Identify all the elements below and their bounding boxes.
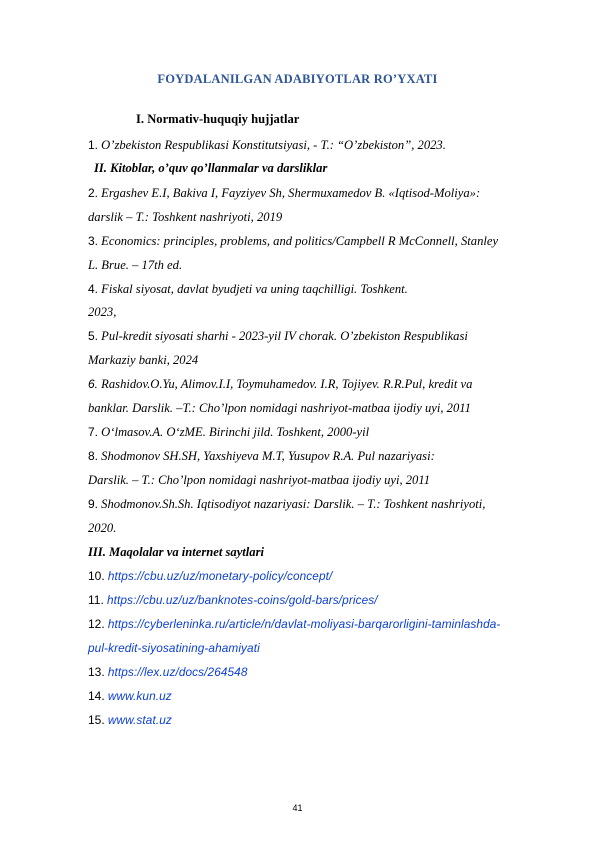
link-cyberleninka-article-continued[interactable]: pul-kredit-siyosatining-ahamiyati [88,641,260,655]
item-number: 15. [88,713,105,727]
section-heading-articles: III. Maqolalar va internet saytlari [88,545,264,559]
item-text-continued: darslik – T.: Toshkent nashriyoti, 2019 [88,210,283,224]
link-lex-uz[interactable]: https://lex.uz/docs/264548 [107,665,248,679]
list-item [88,568,332,584]
list-item [88,281,408,297]
item-text: O‘lmasov.A. O‘zME. Birinchi jild. Toshkent, 2000-yil [101,425,370,439]
item-text: O’zbekiston Respublikasi Konstitutsiyasi, - T.: “O’zbekiston”, 2023. [101,138,446,152]
item-number: 12. [88,617,105,631]
list-item [88,328,468,344]
item-number: 14. [88,689,105,703]
link-cyberleninka-article[interactable]: https://cyberleninka.ru/article/n/davlat-moliyasi-barqarorligini-taminlashda- [107,617,501,631]
item-text: Fiskal siyosat, davlat byudjeti va uning taqchilligi. Toshkent. [101,282,408,296]
link-cbu-monetary-policy[interactable]: https://cbu.uz/uz/monetary-policy/concept/ [107,569,333,583]
item-number: 9. [88,497,99,511]
item-number: 3. [88,234,99,248]
item-number: 6. [88,377,99,391]
item-text: Economics: principles, problems, and politics/Campbell R McConnell, Stanley [101,234,499,248]
list-item [88,496,485,512]
item-number: 2. [88,186,99,200]
item-text-continued: Markaziy banki, 2024 [88,353,199,367]
item-number: 1. [88,138,99,152]
list-item [88,448,435,464]
list-item [88,592,378,608]
item-text: Rashidov.O.Yu, Alimov.I.I, Toymuhamedov. I.R, Tojiyev. R.R.Pul, kredit va [101,377,473,391]
item-text-continued: 2023, [88,305,117,319]
item-text: Shodmonov SH.SH, Yaxshiyeva M.T, Yusupov R.A. Pul nazariyasi: [101,449,435,463]
item-number: 5. [88,329,99,343]
link-stat-uz[interactable]: www.stat.uz [107,713,172,727]
list-item [88,712,172,728]
section-heading-books: II. Kitoblar, o’quv qo’llanmalar va darsliklar [94,161,328,175]
item-number: 4. [88,282,99,296]
item-number: 10. [88,569,105,583]
list-item [88,137,446,153]
item-text-continued: 2020. [88,521,117,535]
list-item [88,376,472,392]
item-text-continued: banklar. Darslik. –T.: Cho’lpon nomidagi nashriyot-matbaa ijodiy uyi, 2011 [88,401,471,415]
list-item [88,616,500,632]
item-number: 13. [88,665,105,679]
item-number: 7. [88,425,99,439]
list-item [88,185,480,201]
page-number: 41 [292,803,303,813]
section-heading-normative: I. Normativ-huquqiy hujjatlar [136,112,300,126]
list-item [88,688,172,704]
list-item [88,424,369,440]
item-text: Shodmonov.Sh.Sh. Iqtisodiyot nazariyasi: Darslik. – T.: Toshkent nashriyoti, [101,497,486,511]
item-number: 8. [88,449,99,463]
item-number: 11. [88,593,104,607]
page-title: FOYDALANILGAN ADABIYOTLAR RO’YXATI [157,72,438,86]
link-kun-uz[interactable]: www.kun.uz [107,689,172,703]
list-item [88,664,248,680]
list-item-continued [88,640,260,656]
item-text: Pul-kredit siyosati sharhi - 2023-yil IV chorak. O’zbekiston Respublikasi [101,329,468,343]
item-text-continued: L. Brue. – 17th ed. [88,258,183,272]
list-item [88,233,498,249]
link-cbu-gold-bars[interactable]: https://cbu.uz/uz/banknotes-coins/gold-bars/prices/ [106,593,378,607]
item-text-continued: Darslik. – T.: Cho’lpon nomidagi nashriyot-matbaa ijodiy uyi, 2011 [88,473,430,487]
item-text: Ergashev E.I, Bakiva I, Fayziyev Sh, Shermuxamedov B. «Iqtisod-Moliya»: [101,186,481,200]
